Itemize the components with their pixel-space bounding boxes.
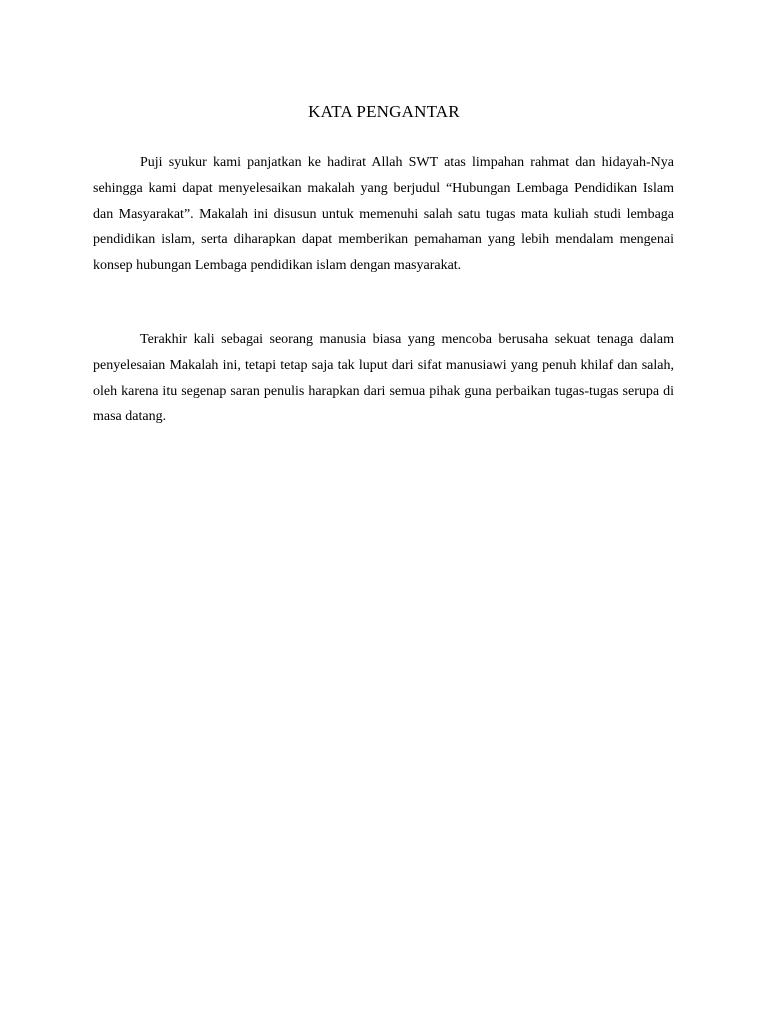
paragraph-opening: Puji syukur kami panjatkan ke hadirat Allah SWT atas limpahan rahmat dan hidayah-Nya sehingga kami dapat menyelesaikan makalah yang berjudul “Hubungan Lembaga Pendidikan Islam dan Masyarakat”. Makalah ini disusun untuk memenuhi salah satu tugas mata kuliah studi lembaga pendidikan islam, serta diharapkan dapat memberikan pemahaman yang lebih mendalam mengenai konsep hubungan Lembaga pendidikan islam dengan masyarakat. [93, 155, 674, 274]
paragraph-closing: Terakhir kali sebagai seorang manusia biasa yang mencoba berusaha sekuat tenaga dalam penyelesaian Makalah ini, tetapi tetap saja tak luput dari sifat manusiawi yang penuh khilaf dan salah, oleh karena itu segenap saran penulis harapkan dari semua pihak guna perbaikan tugas-tugas serupa di masa datang. [93, 332, 674, 425]
page-title: KATA PENGANTAR [308, 102, 460, 121]
